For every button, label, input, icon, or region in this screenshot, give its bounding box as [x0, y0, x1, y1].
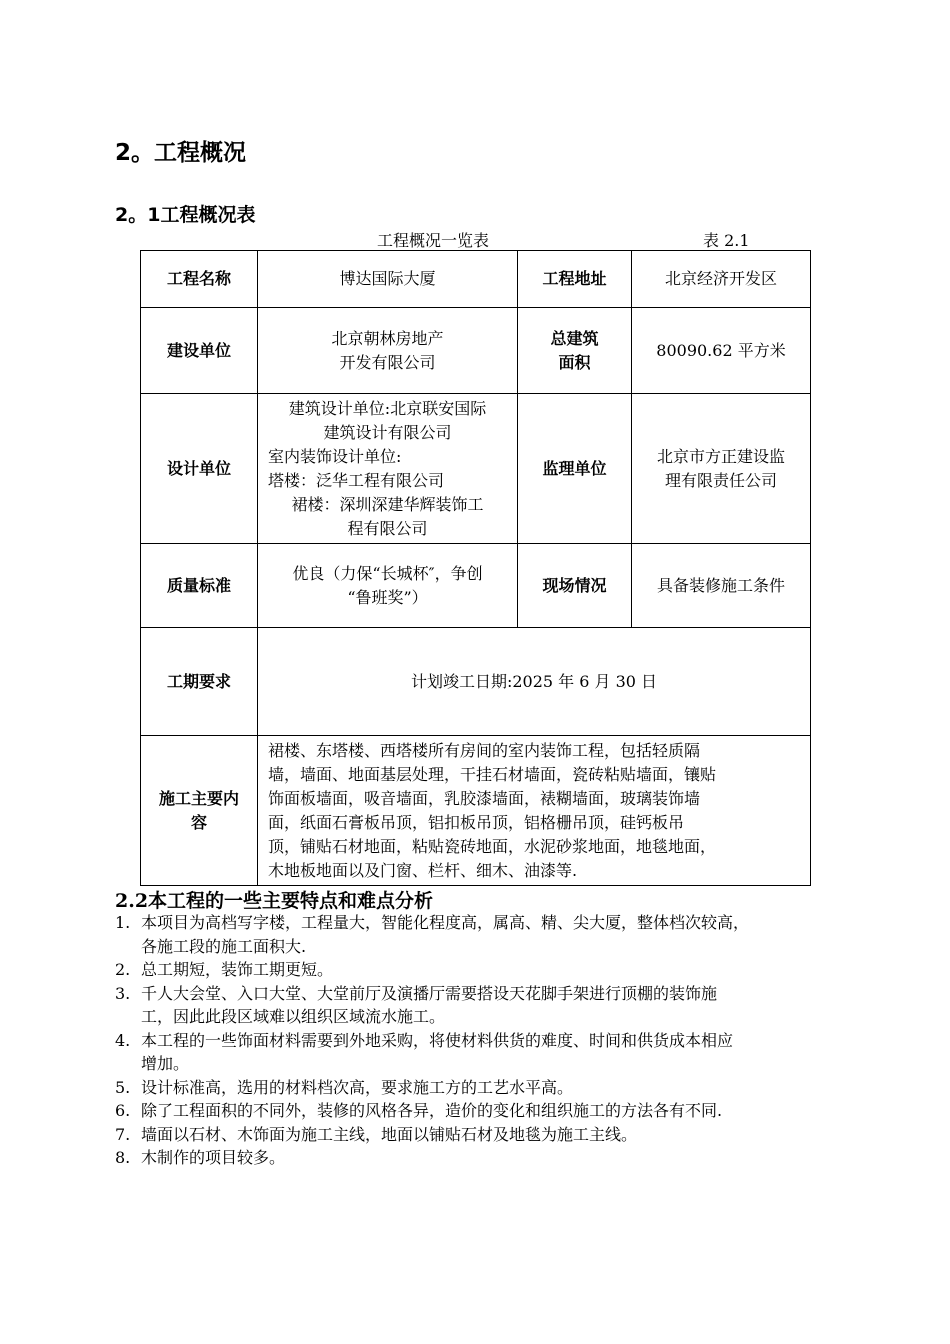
supervision-value: 北京市方正建设监 理有限责任公司 — [632, 394, 811, 544]
schedule-label: 工期要求 — [141, 628, 258, 736]
design-unit-value: 建筑设计单位:北京联安国际 建筑设计有限公司 室内装饰设计单位: 塔楼：泛华工程有限公司 裙楼：深圳深建华辉装饰工 程有限公司 — [258, 394, 518, 544]
analysis-title: 2.2本工程的一些主要特点和难点分析 — [115, 890, 434, 912]
table-number: 表 2.1 — [703, 231, 750, 250]
list-item: 4. 本工程的一些饰面材料需要到外地采购，将使材料供货的难度、时间和供货成本相应 增加。 — [115, 1030, 734, 1073]
section-title: 2。工程概况 — [115, 140, 247, 166]
project-name-value: 博达国际大厦 — [258, 251, 518, 308]
table-row — [141, 251, 811, 308]
developer-label: 建设单位 — [141, 308, 258, 394]
supervision-label: 监理单位 — [518, 394, 632, 544]
table-row — [141, 308, 811, 394]
list-item: 6. 除了工程面积的不同外，装修的风格各异，造价的变化和组织施工的方法各有不同. — [115, 1101, 723, 1120]
project-address-label: 工程地址 — [518, 251, 632, 308]
list-item: 8. 木制作的项目较多。 — [115, 1148, 286, 1167]
site-value: 具备装修施工条件 — [632, 544, 811, 628]
project-overview-table — [140, 250, 811, 886]
project-address-value: 北京经济开发区 — [632, 251, 811, 308]
quality-value: 优良（力保“长城杯″，争创 “鲁班奖”） — [258, 544, 518, 628]
site-label: 现场情况 — [518, 544, 632, 628]
table-row — [141, 544, 811, 628]
design-unit-label: 设计单位 — [141, 394, 258, 544]
table-row — [141, 736, 811, 886]
total-area-value: 80090.62 平方米 — [632, 308, 811, 394]
table-row — [141, 628, 811, 736]
quality-label: 质量标准 — [141, 544, 258, 628]
list-item: 3. 千人大会堂、入口大堂、大堂前厅及演播厅需要搭设天花脚手架进行顶棚的装饰施 工，因此此段区域难以组织区域流水施工。 — [115, 983, 718, 1026]
subsection-title: 2。1工程概况表 — [115, 204, 256, 226]
schedule-value: 计划竣工日期:2025 年 6 月 30 日 — [258, 628, 811, 736]
table-caption: 工程概况一览表 — [377, 231, 490, 250]
total-area-label: 总建筑 面积 — [518, 308, 632, 394]
analysis-list — [115, 911, 860, 1170]
list-item: 7. 墙面以石材、木饰面为施工主线，地面以铺贴石材及地毯为施工主线。 — [115, 1124, 638, 1144]
table-row — [141, 394, 811, 544]
list-item: 2. 总工期短，装饰工期更短。 — [115, 960, 334, 979]
scope-label: 施工主要内 容 — [141, 736, 258, 886]
project-name-label: 工程名称 — [141, 251, 258, 308]
developer-value: 北京朝林房地产 开发有限公司 — [258, 308, 518, 394]
list-item: 5. 设计标准高，选用的材料档次高，要求施工方的工艺水平高。 — [115, 1077, 574, 1097]
scope-value: 裙楼、东塔楼、西塔楼所有房间的室内装饰工程，包括轻质隔 墙，墙面、地面基层处理，干挂石材墙面，瓷砖粘贴墙面，镶贴 饰面板墙面，吸音墙面，乳胶漆墙面，裱糊墙面，玻璃装饰墙 面，纸面石膏板吊顶，铝扣板吊顶，铝格栅吊顶，硅钙板吊 顶，铺贴石材地面，粘贴瓷砖地面，水泥砂浆地面，地毯地面， 木地板地面以及门窗、栏杆、细木、油漆等. — [258, 736, 811, 886]
list-item: 1. 本项目为高档写字楼，工程量大，智能化程度高，属高、精、尖大厦，整体档次较高， 各施工段的施工面积大. — [115, 913, 750, 956]
